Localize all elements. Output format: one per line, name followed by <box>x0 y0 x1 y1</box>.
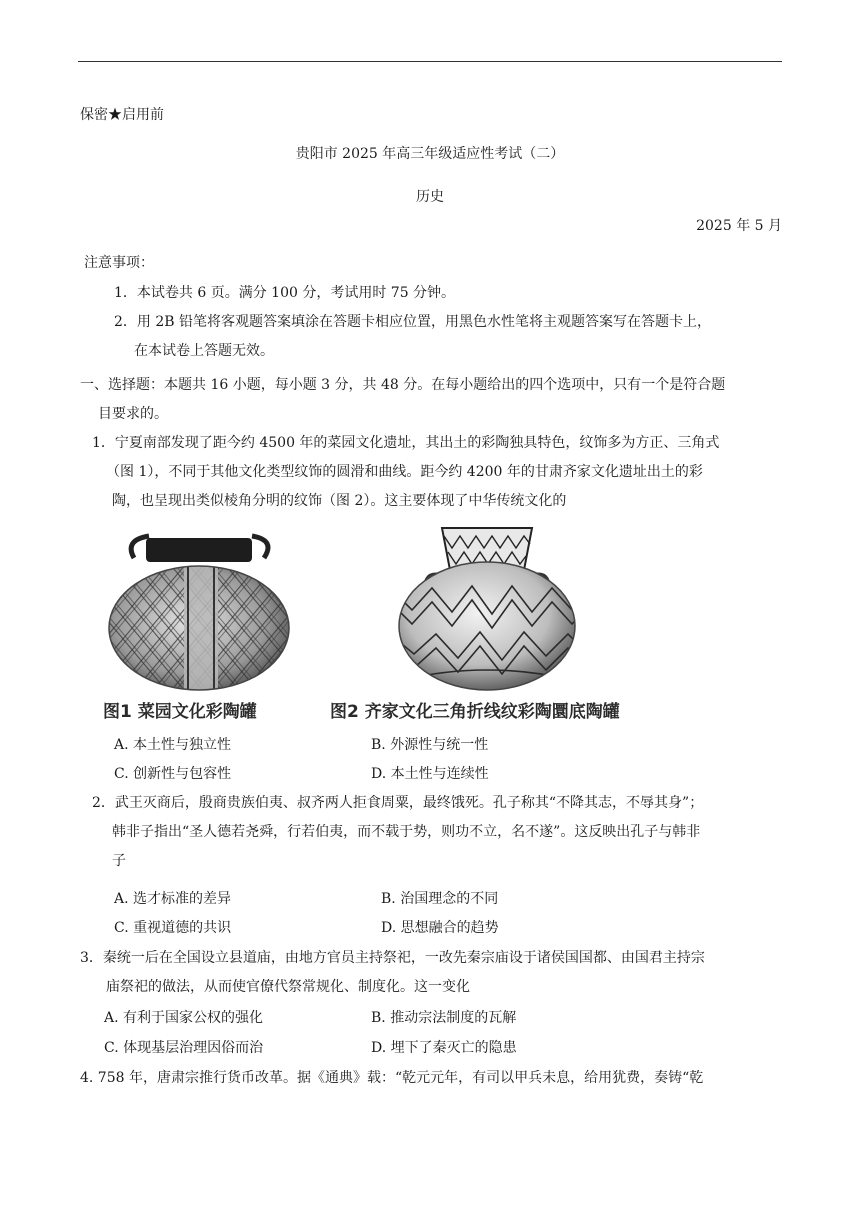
q3-stem-line: 庙祭祀的做法，从而使官僚代祭常规化、制度化。这一变化 <box>106 979 470 995</box>
exam-date: 2025 年 5 月 <box>696 218 782 234</box>
note-item: 2．用 2B 铅笔将客观题答案填涂在答题卡相应位置，用黑色水性笔将主观题答案写在答题卡上， <box>114 314 712 330</box>
q2-option-c[interactable]: C. 重视道德的共识 <box>114 920 232 936</box>
figure1-caption: 图1 菜园文化彩陶罐 <box>103 702 257 722</box>
q1-option-d[interactable]: D. 本土性与连续性 <box>371 766 489 782</box>
q3-option-a[interactable]: A. 有利于国家公权的强化 <box>104 1010 264 1026</box>
q2-stem-line: 韩非子指出“圣人德若尧舜，行若伯夷，而不载于势，则功不立，名不遂”。这反映出孔子与韩非 <box>112 824 701 840</box>
subject-title: 历史 <box>416 189 444 205</box>
q1-stem-line: 陶，也呈现出类似棱角分明的纹饰（图 2）。这主要体现了中华传统文化的 <box>112 493 567 509</box>
q3-option-c[interactable]: C. 体现基层治理因俗而治 <box>104 1040 264 1056</box>
figure1-pottery-jar-image <box>104 530 294 700</box>
q4-stem-line: 4. 758 年，唐肃宗推行货币改革。据《通典》载：“乾元元年，有司以甲兵未息，给用犹费，奏铸“乾 <box>80 1070 704 1086</box>
q3-stem-line: 3．秦统一后在全国设立县道庙，由地方官员主持祭祀，一改先秦宗庙设于诸侯国国都、由国君主持宗 <box>80 950 705 966</box>
q1-stem-line: （图 1），不同于其他文化类型纹饰的圆滑和曲线。距今约 4200 年的甘肃齐家文化遗址出土的彩 <box>106 464 703 480</box>
note-item: 1．本试卷共 6 页。满分 100 分，考试用时 75 分钟。 <box>114 285 456 301</box>
figure2-caption: 图2 齐家文化三角折线纹彩陶圜底陶罐 <box>330 702 620 722</box>
q2-option-b[interactable]: B. 治国理念的不同 <box>381 891 499 907</box>
top-rule <box>78 61 782 62</box>
exam-title: 贵阳市 2025 年高三年级适应性考试（二） <box>295 146 565 162</box>
q1-option-a[interactable]: A. 本土性与独立性 <box>114 737 232 753</box>
q2-option-d[interactable]: D. 思想融合的趋势 <box>381 920 499 936</box>
q3-option-b[interactable]: B. 推动宗法制度的瓦解 <box>371 1010 517 1026</box>
q2-stem-line: 2．武王灭商后，殷商贵族伯夷、叔齐两人拒食周粟，最终饿死。孔子称其“不降其志，不辱其身”； <box>92 795 704 811</box>
section-heading: 一、选择题：本题共 16 小题，每小题 3 分，共 48 分。在每小题给出的四个选项中，只有一个是符合题 <box>80 377 726 393</box>
q2-option-a[interactable]: A. 选才标准的差异 <box>114 891 232 907</box>
notes-heading: 注意事项： <box>84 255 154 271</box>
figure2-pottery-jar-image <box>392 520 582 692</box>
section-heading-cont: 目要求的。 <box>98 406 168 422</box>
q1-stem-line: 1．宁夏南部发现了距今约 4500 年的菜园文化遗址，其出土的彩陶独具特色，纹饰多为方正、三角式 <box>92 435 720 451</box>
q2-stem-line: 子 <box>112 853 126 869</box>
note-item: 在本试卷上答题无效。 <box>134 343 274 359</box>
confidential-label: 保密★启用前 <box>80 107 164 123</box>
q1-option-c[interactable]: C. 创新性与包容性 <box>114 766 232 782</box>
q3-option-d[interactable]: D. 埋下了秦灭亡的隐患 <box>371 1040 517 1056</box>
q1-option-b[interactable]: B. 外源性与统一性 <box>371 737 489 753</box>
